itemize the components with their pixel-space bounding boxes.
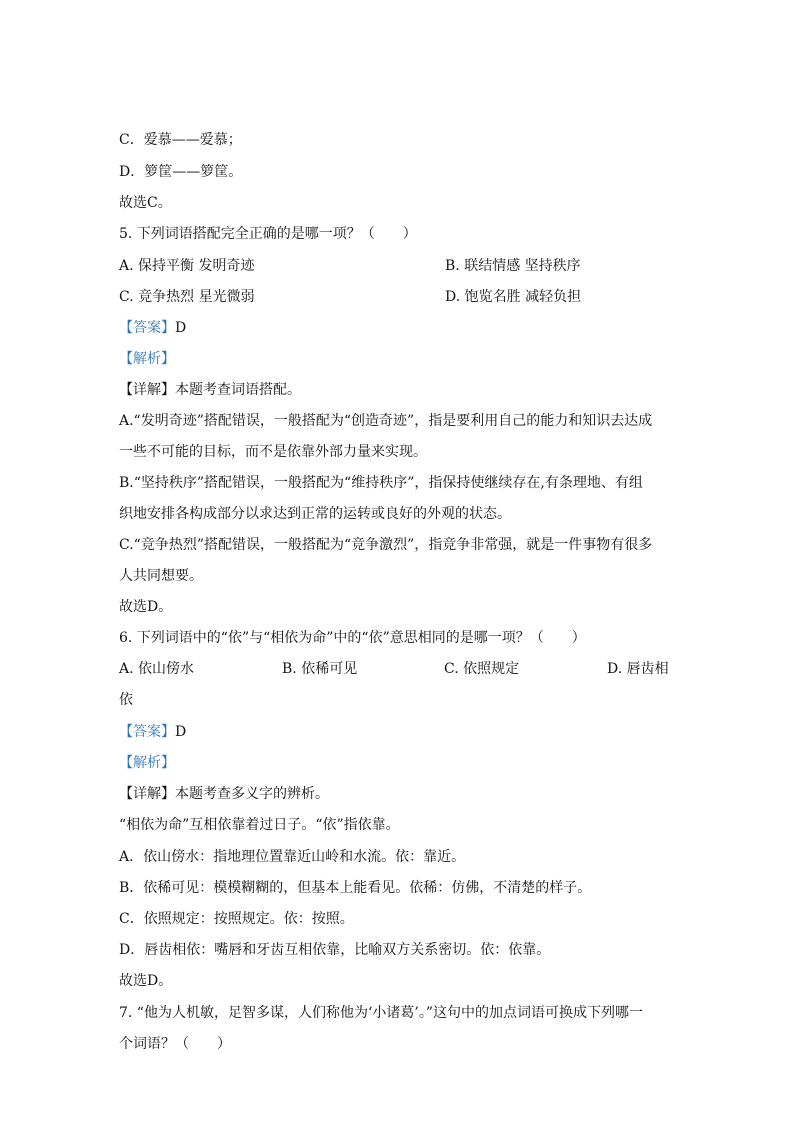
q6-option-b: B. 依稀可见 bbox=[282, 661, 358, 677]
prev-option-c: C．爱慕——爱慕； bbox=[119, 132, 242, 148]
q5-detail bbox=[119, 380, 301, 400]
q6-option-d-wrap: 依 bbox=[119, 692, 133, 708]
q7-stem-line1: 7. “他为人机敏，足智多谋，人们称他为‘小诸葛’。”这句中的加点词语可换成下列哪一 bbox=[119, 1005, 644, 1021]
q7-stem-line2: 个词语？（ ） bbox=[119, 1036, 231, 1052]
q5-line: 人共同想要。 bbox=[119, 568, 203, 584]
q5-analysis-tag: 【解析】 bbox=[119, 351, 175, 367]
q5-line: B.“坚持秩序”搭配错误，一般搭配为“维持秩序”，指保持使继续存在,有条理地、有组 bbox=[119, 475, 643, 491]
q5-option-a: A. 保持平衡 发明奇迹 bbox=[119, 258, 255, 274]
q5-line: 织地安排各构成部分以求达到正常的运转或良好的外观的状态。 bbox=[119, 506, 511, 522]
q6-option-c: C. 依照规定 bbox=[444, 661, 520, 677]
answer-value: D bbox=[175, 724, 187, 740]
q5-stem: 5. 下列词语搭配完全正确的是哪一项？（ ） bbox=[119, 226, 417, 242]
q5-option-b: B. 联结情感 坚持秩序 bbox=[445, 258, 581, 274]
q5-conclusion: 故选D。 bbox=[119, 599, 173, 615]
q5-option-c: C. 竞争热烈 星光微弱 bbox=[119, 289, 255, 305]
q6-line: “相依为命”互相依靠着过日子。“依”指依靠。 bbox=[119, 817, 400, 833]
detail-tag: 【详解】 bbox=[119, 786, 175, 802]
q6-line: B．依稀可见：模模糊糊的，但基本上能看见。依稀：仿佛，不清楚的样子。 bbox=[119, 880, 592, 896]
answer-value: D bbox=[175, 320, 187, 336]
q6-analysis-tag: 【解析】 bbox=[119, 755, 175, 771]
q6-line: D．唇齿相依：嘴唇和牙齿互相依靠，比喻双方关系密切。依：依靠。 bbox=[119, 942, 551, 958]
q5-answer bbox=[119, 318, 186, 338]
prev-option-d: D．箩筐——箩筐。 bbox=[119, 164, 243, 180]
q6-line: C．依照规定：按照规定。依：按照。 bbox=[119, 911, 354, 927]
prev-conclusion: 故选C。 bbox=[119, 195, 172, 211]
q6-answer bbox=[119, 722, 186, 742]
q5-line: 一些不可能的目标，而不是依靠外部力量来实现。 bbox=[119, 444, 427, 460]
answer-tag: 【答案】 bbox=[119, 724, 175, 740]
answer-tag: 【答案】 bbox=[119, 320, 175, 336]
q5-line: C.“竞争热烈”搭配错误，一般搭配为“竞争激烈”，指竞争非常强，就是一件事物有很多 bbox=[119, 537, 653, 553]
detail-tag: 【详解】 bbox=[119, 382, 175, 398]
q5-line: A.“发明奇迹”搭配错误，一般搭配为“创造奇迹”，指是要利用自己的能力和知识去达成 bbox=[119, 413, 653, 429]
detail-text: 本题考查词语搭配。 bbox=[175, 382, 301, 398]
q6-detail bbox=[119, 784, 329, 804]
q6-line: A．依山傍水：指地理位置靠近山岭和水流。依：靠近。 bbox=[119, 849, 466, 865]
q6-option-d: D. 唇齿相 bbox=[607, 661, 669, 677]
q6-stem: 6. 下列词语中的“依”与“相依为命”中的“依”意思相同的是哪一项？（ ） bbox=[119, 630, 586, 646]
q6-option-a: A. 依山傍水 bbox=[119, 661, 195, 677]
q6-conclusion: 故选D。 bbox=[119, 973, 173, 989]
q5-option-d: D. 饱览名胜 减轻负担 bbox=[445, 289, 582, 305]
detail-text: 本题考查多义字的辨析。 bbox=[175, 786, 329, 802]
